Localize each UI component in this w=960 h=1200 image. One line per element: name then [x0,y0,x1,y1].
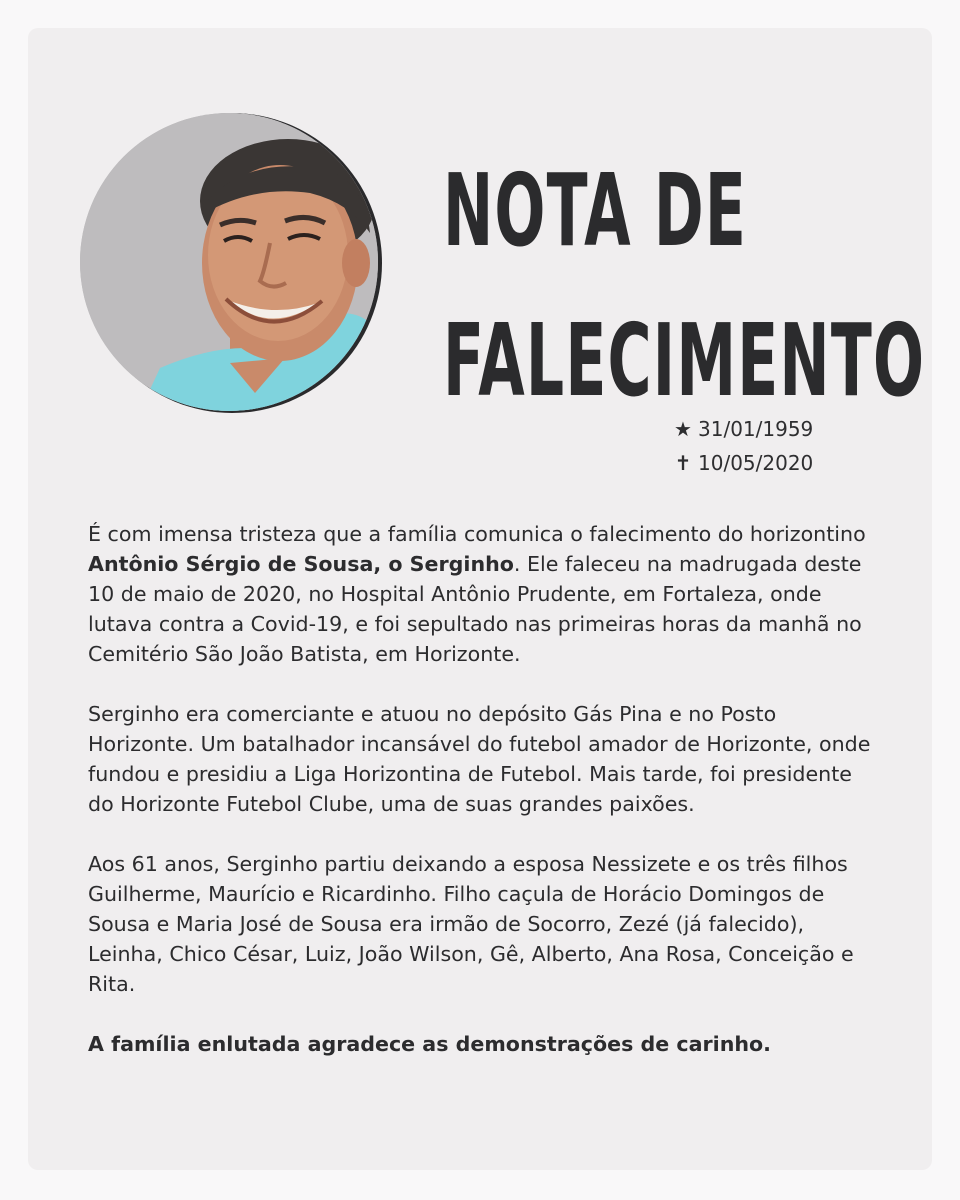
title-line-2: FALECIMENTO [443,302,926,419]
closing-text: A família enlutada agradece as demonstrações de carinho. [88,1032,772,1056]
paragraph-1-end: . Ele faleceu na madrugada deste 10 de maio de 2020, no Hospital Antônio Prudente, em Fortaleza, onde lutava contra a Covid-19, e foi sepultado nas primeiras horas da manhã no Cemitério São João Batista, em Horizonte. [88,552,862,666]
obituary-text [88,519,878,1089]
birth-date-row [672,412,813,446]
deceased-name: Antônio Sérgio de Sousa, o Serginho [88,552,514,576]
death-date: 10/05/2020 [698,451,814,475]
life-dates [672,412,813,480]
portrait-photo [80,113,378,411]
page-title [443,136,925,436]
portrait-image [80,113,378,411]
star-icon: ★ [674,417,692,441]
paragraph-1 [88,519,878,669]
paragraph-3: Aos 61 anos, Serginho partiu deixando a esposa Nessizete e os três filhos Guilherme, Maurício e Ricardinho. Filho caçula de Horácio Domingos de Sousa e Maria José de Sousa era irmão de Socorro, Zezé (já falecido), Leinha, Chico César, Luiz, João Wilson, Gê, Alberto, Ana Rosa, Conceição e Rita. [88,852,854,996]
paragraph-1-start: É com imensa tristeza que a família comunica o falecimento do horizontino [88,522,866,546]
closing-statement [88,1029,878,1059]
death-date-row [672,446,813,480]
title-line-1: NOTA DE [443,152,748,269]
paragraph-2: Serginho era comerciante e atuou no depósito Gás Pina e no Posto Horizonte. Um batalhador incansável do futebol amador de Horizonte, onde fundou e presidiu a Liga Horizontina de Futebol. Mais tarde, foi presidente do Horizonte Futebol Clube, uma de suas grandes paixões. [88,702,871,816]
birth-date: 31/01/1959 [698,417,814,441]
cross-icon: ✝ [674,451,692,475]
